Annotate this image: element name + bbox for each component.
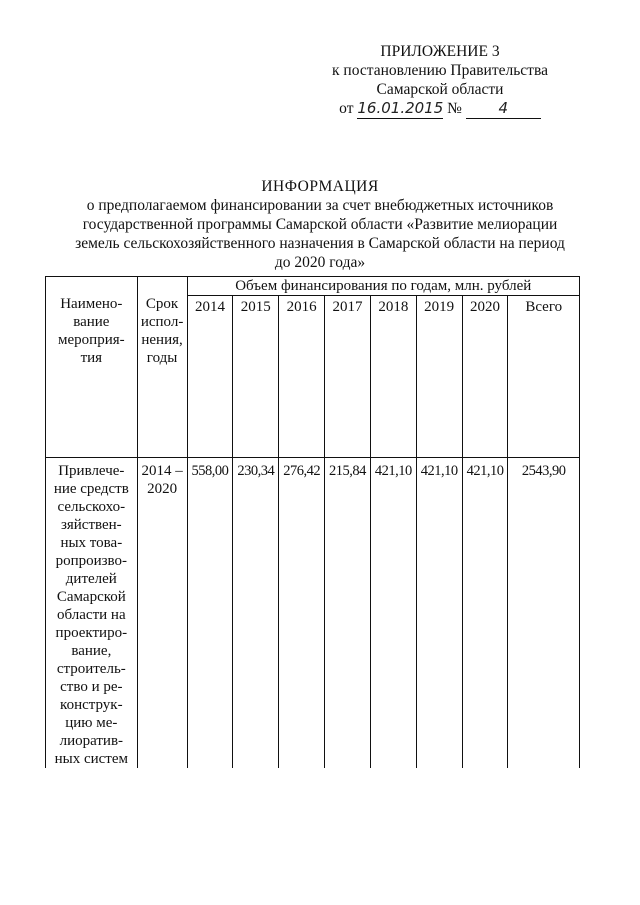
title-line-3: земель сельскохозяйственного назначения в Самарской области на период <box>75 235 565 252</box>
header-name-line: Наимено- <box>60 296 123 312</box>
financing-table <box>45 276 580 768</box>
header-year-2016: 2016 <box>279 296 325 458</box>
header-total: Всего <box>508 296 580 458</box>
value-2016: 276,42 <box>279 458 325 769</box>
row-name-cell <box>46 458 138 769</box>
header-term-line: Срок <box>145 296 179 312</box>
value-2017: 215,84 <box>325 458 371 769</box>
table-row <box>46 458 580 769</box>
row-term-line: 2020 <box>147 481 178 497</box>
header-term-line: нения, <box>141 332 183 348</box>
header-year-2015: 2015 <box>233 296 279 458</box>
row-name-line: ние средств <box>53 481 129 497</box>
row-name-line: Самарской <box>56 589 126 605</box>
number-label: № <box>447 100 462 117</box>
row-term-line: 2014 – <box>141 463 183 479</box>
row-name-line: Привлече- <box>58 463 125 479</box>
header-year-2017: 2017 <box>325 296 371 458</box>
value-2018: 421,10 <box>370 458 416 769</box>
value-2020: 421,10 <box>462 458 508 769</box>
header-year-2019: 2019 <box>416 296 462 458</box>
row-name-line: ство и ре- <box>60 679 123 695</box>
row-name-line: конструк- <box>60 697 123 713</box>
header-year-2014: 2014 <box>187 296 233 458</box>
row-term-cell <box>137 458 187 769</box>
value-total: 2543,90 <box>508 458 580 769</box>
header-year-2018: 2018 <box>370 296 416 458</box>
appendix-title: ПРИЛОЖЕНИЕ 3 <box>380 43 500 60</box>
title-line-2: государственной программы Самарской области «Развитие мелиорации <box>82 216 558 233</box>
row-name-line: строитель- <box>56 661 126 677</box>
value-2014: 558,00 <box>187 458 233 769</box>
document-heading: ИНФОРМАЦИЯ <box>261 178 379 195</box>
header-year-2020: 2020 <box>462 296 508 458</box>
header-name-line: вание <box>73 314 110 330</box>
header-name <box>46 277 138 458</box>
row-name-line: зяйствен- <box>60 517 122 533</box>
row-name-line: цию ме- <box>65 715 118 731</box>
header-funding-group: Объем финансирования по годам, млн. рублей <box>187 277 579 296</box>
appendix-line-3: Самарской области <box>376 81 504 98</box>
header-term <box>137 277 187 458</box>
date-prefix: от <box>339 100 354 117</box>
header-name-line: мероприя- <box>58 332 125 348</box>
row-name-line: вание, <box>71 643 112 659</box>
title-line-1: о предполагаемом финансировании за счет внебюджетных источников <box>86 197 554 214</box>
appendix-block <box>300 42 580 119</box>
row-name-line: области на <box>57 607 126 623</box>
row-name-line: лиоратив- <box>59 733 124 749</box>
handwritten-number: 4 <box>466 99 541 119</box>
value-2015: 230,34 <box>233 458 279 769</box>
row-name-line: ных това- <box>60 535 123 551</box>
row-name-line: проектиро- <box>55 625 128 641</box>
document-title-block <box>60 177 580 272</box>
header-term-line: испол- <box>140 314 184 330</box>
appendix-line-2: к постановлению Правительства <box>332 62 548 79</box>
value-2019: 421,10 <box>416 458 462 769</box>
row-name-line: дителей <box>65 571 117 587</box>
row-name-line: сельскохо- <box>57 499 126 515</box>
row-name-line: ных систем <box>54 751 129 767</box>
handwritten-date: 16.01.2015 <box>357 99 444 117</box>
appendix-date-line <box>300 99 580 119</box>
row-name-line: ропроизво- <box>55 553 128 569</box>
title-line-4: до 2020 года» <box>274 254 366 271</box>
header-name-line: тия <box>80 350 103 366</box>
header-term-line: годы <box>146 350 178 366</box>
